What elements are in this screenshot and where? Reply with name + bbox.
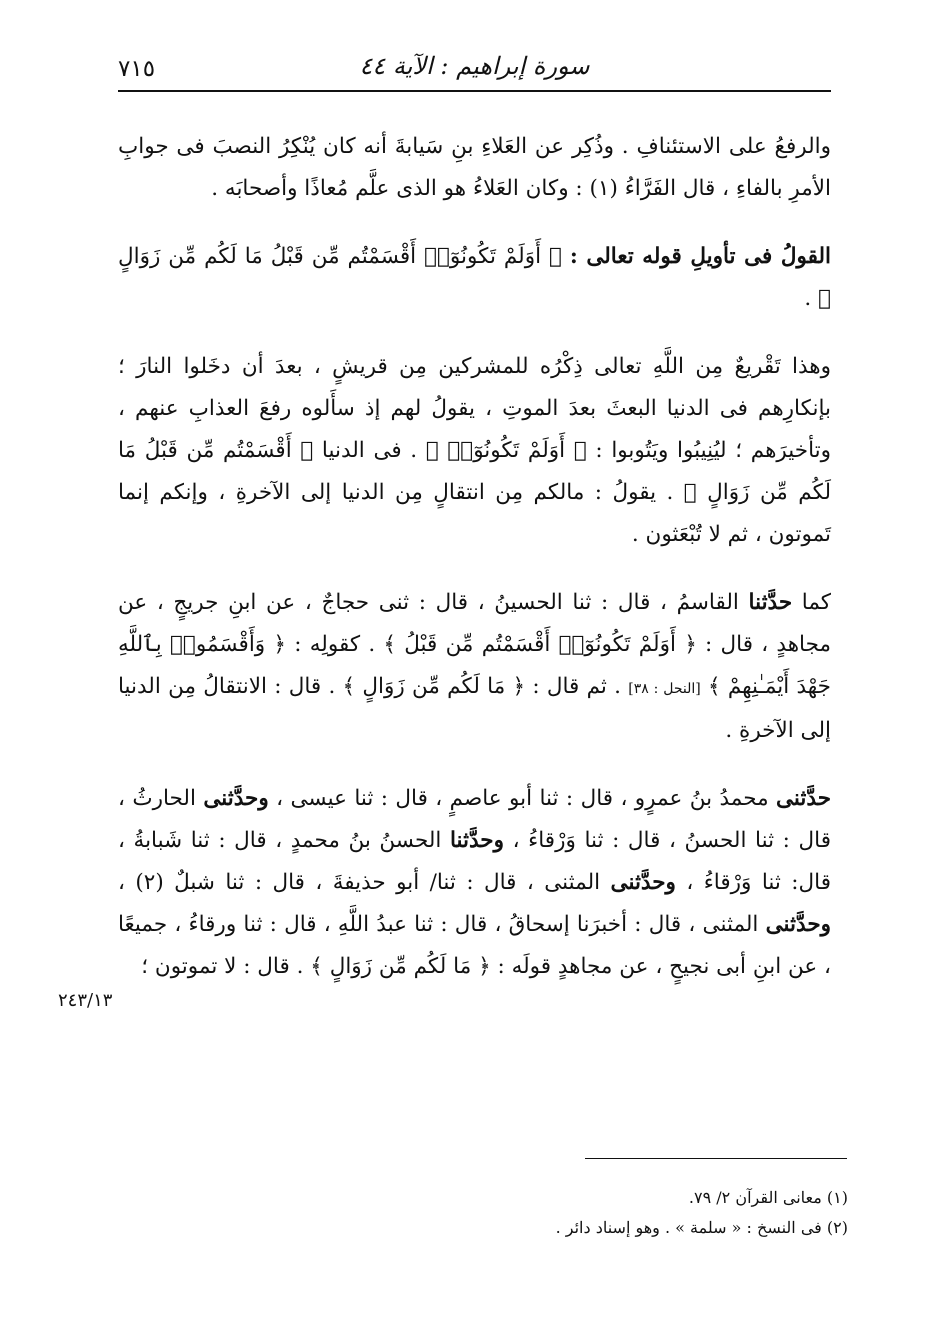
heading-label: القولُ فى تأويلِ قوله تعالى : (569, 244, 831, 269)
p3-start: كما (801, 590, 832, 615)
p4-narration-2: وحدَّثنى (203, 786, 269, 811)
margin-note: ٢٤٣/١٣ (58, 990, 113, 1011)
p4-narration-1: حدَّثنى (776, 786, 831, 811)
footnotes (118, 1183, 848, 1243)
p4-text-5: المثنى ، قال : أخبرَنا إسحاقُ ، قال : ثنا عبدُ اللَّهِ ، قال : ثنا ورقاءُ ، جميعًا ، عن ابنِ أبى نجيحٍ ، عن مجاهدٍ قولَه : ﴿ مَا لَكُم مِّن زَوَالٍ ﴾ . قال : لا تموتون ؛ (118, 912, 831, 979)
body-text (118, 126, 831, 988)
p4-narration-5: وحدَّثنى (765, 912, 831, 937)
running-header (118, 48, 831, 92)
page-number: ٧١٥ (118, 56, 156, 82)
p3-narration-bold: حدَّثنا (748, 590, 793, 615)
p3-quran-reference: [النحل : ٣٨] (628, 681, 701, 697)
footnote-1: (١) معانى القرآن ٢/ ٧٩. (688, 1188, 848, 1207)
p4-text-1: محمدُ بنُ عمرٍو ، قال : ثنا أبو عاصمٍ ، قال : ثنا عيسى ، (276, 786, 769, 811)
section-heading (118, 236, 831, 320)
paragraph-4 (118, 778, 831, 988)
p4-text-3: الحسنُ بنُ محمدٍ ، قال : ثنا شَبابةُ ، قال: ثنا وَرْقاءُ ، (118, 828, 831, 895)
p4-narration-3: وحدَّثنا (450, 828, 504, 853)
heading-verse: ﴿ أَوَلَمْ تَكُونُوٓا۟ أَقْسَمْتُم مِّن قَبْلُ مَا لَكُم مِّن زَوَالٍ ﴾ . (118, 244, 831, 311)
header-title: سورة إبراهيم : الآية ٤٤ (359, 52, 590, 80)
p3-main: القاسمُ ، قال : ثنا الحسينُ ، قال : ثنى حجاجٌ ، عن ابنِ جريجٍ ، عن مجاهدٍ ، قال : ﴿ أَوَلَمْ تَكُونُوٓا۟ أَقْسَمْتُم مِّن قَبْلُ ﴾ . كقولِه : ﴿ وَأَقْسَمُوا۟ بِٱللَّهِ جَهْدَ أَيْمَـٰنِهِمْ ﴾ (118, 590, 831, 699)
p4-text-2: الحارثُ ، قال : ثنا الحسنُ ، قال : ثنا وَرْقاءُ ، (118, 786, 831, 853)
p4-text-4: المثنى ، قال : ثنا/ أبو حذيفةَ ، قال : ثنا شبلٌ (٢) ، (118, 870, 601, 895)
paragraph-1: والرفعُ على الاستئنافِ . وذُكِر عن العَلاءِ بنِ سَيابةَ أنه كان يُنْكِرُ النصبَ فى جوابِ الأمرِ بالفاءِ ، قال الفَرَّاءُ (١) : وكان العَلاءُ هو الذى علَّم مُعاذًا وأصحابَه . (118, 134, 831, 201)
p3-end: . ثم قال : ﴿ مَا لَكُم مِّن زَوَالٍ ﴾ . قال : الانتقالُ مِن الدنيا إلى الآخرةِ . (118, 674, 831, 743)
paragraph-3 (118, 582, 831, 752)
footnote-rule (585, 1158, 847, 1159)
footnote-2: (٢) فى النسخ : « سلمة » . وهو إسناد دائر . (555, 1218, 848, 1237)
p4-narration-4: وحدَّثنى (610, 870, 676, 895)
header-rule (118, 90, 831, 92)
paragraph-2: وهذا تَقْريعٌ مِن اللَّهِ تعالى ذِكْرُه للمشركين مِن قريشٍ ، بعدَ أن دخَلوا النارَ ؛ بإنكارِهم فى الدنيا البعثَ بعدَ الموتِ ، يقولُ لهم إذ سأَلوه رفعَ العذابِ عنهم ، وتأخيرَهم ؛ ليُنِيبُوا ويَتُوبوا : ﴿ أَوَلَمْ تَكُونُوٓا۟ ﴾ . فى الدنيا ﴿ أَقْسَمْتُم مِّن قَبْلُ مَا لَكُم مِّن زَوَالٍ ﴾ . يقولُ : مالكم مِن انتقالٍ مِن الدنيا إلى الآخرةِ ، وإنكم إنما تَموتون ، ثم لا تُبْعَثون . (118, 354, 831, 547)
